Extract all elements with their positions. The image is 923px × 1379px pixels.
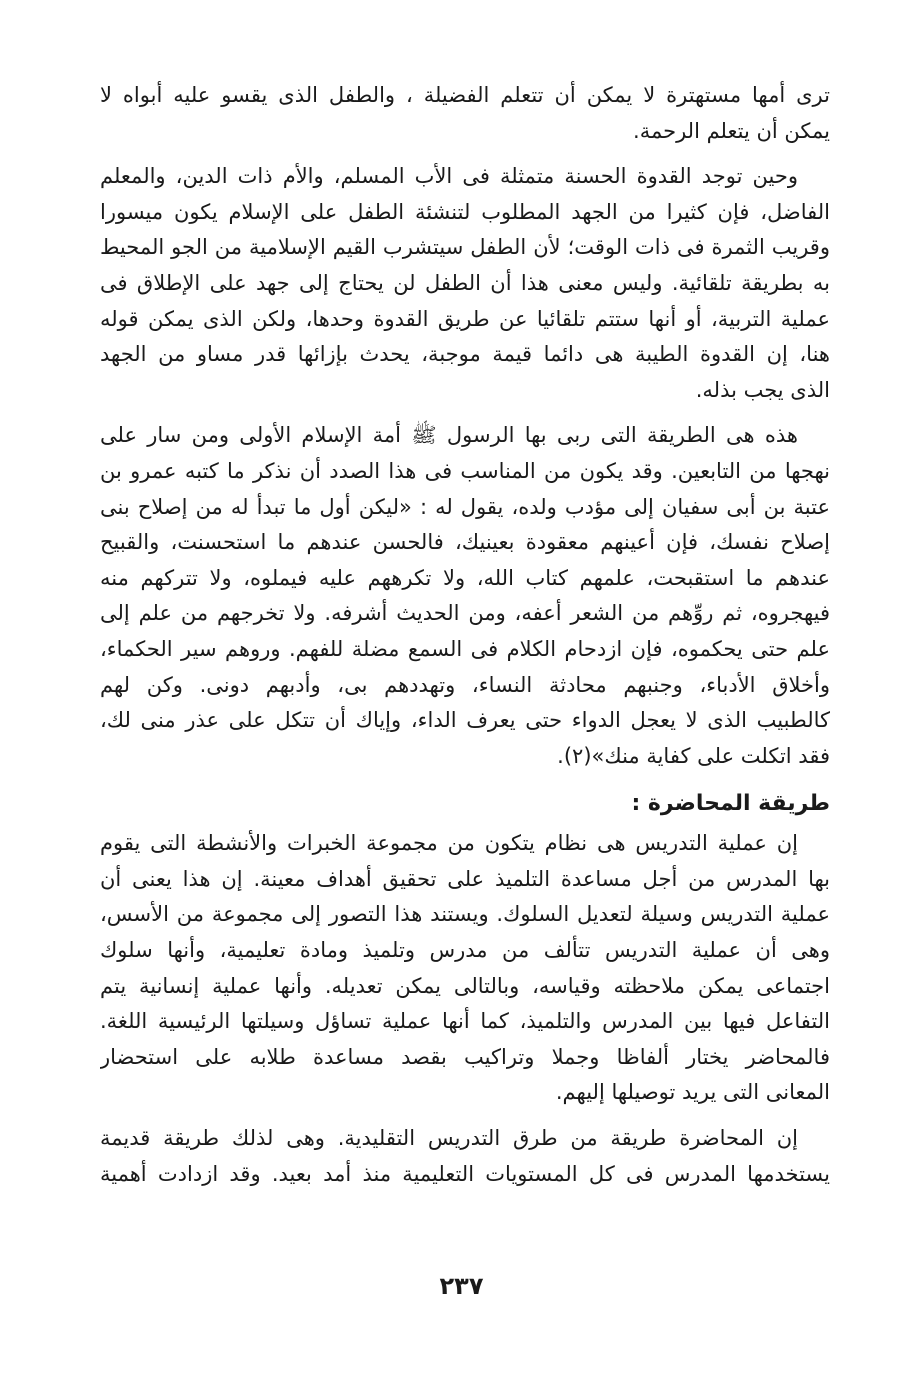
text-line: وحين توجد القدوة الحسنة متمثلة فى الأب المسلم، والأم ذات الدين، والمعلم: [100, 164, 798, 189]
text-line: فقد اتكلت على كفاية منك»(٢).: [557, 743, 830, 768]
text-line: يستخدمها المدرس فى كل المستويات التعليمية منذ أمد بعيد. وقد ازدادت أهمية: [100, 1161, 830, 1186]
section-heading: طريقة المحاضرة :: [631, 791, 830, 817]
text-line: عتبة بن أبى سفيان إلى مؤدب ولده، يقول له : «ليكن أول ما تبدأ له من إصلاح بنى: [100, 494, 830, 519]
text-line: نهجها من التابعين. وقد يكون من المناسب فى هذا الصدد أن نذكر ما كتبه عمرو بن: [100, 458, 830, 483]
text-line: عندهم ما استقبحت، علمهم كتاب الله، ولا تكرههم عليه فيملوه، ولا تتركهم منه: [100, 565, 830, 590]
text-line: المعانى التى يريد توصيلها إليهم.: [555, 1080, 830, 1105]
text-line: الذى يجب بذله.: [695, 377, 830, 402]
text-line: إن المحاضرة طريقة من طرق التدريس التقليدية. وهى لذلك طريقة قديمة: [100, 1126, 798, 1151]
text-line: يمكن أن يتعلم الرحمة.: [633, 118, 830, 143]
paragraph-1: [100, 78, 830, 149]
text-line: علم حتى يحكموه، فإن ازدحام الكلام فى السمع مضلة للفهم. وروهم سير الحكماء،: [100, 636, 830, 661]
text-line: وأخلاق الأدباء، وجنبهم محادثة النساء، وتهددهم بى، وأدبهم دونى. وكن لهم: [100, 672, 830, 697]
page-number: ٢٣٧: [439, 1272, 484, 1300]
text-line: ترى أمها مستهترة لا يمكن أن تتعلم الفضيلة ، والطفل الذى يقسو عليه أبواه لا: [100, 83, 830, 107]
paragraph-2: [100, 159, 830, 408]
text-line: وهى أن عملية التدريس تتألف من مدرس وتلميذ ومادة تعليمية، وأنها سلوك: [100, 938, 830, 963]
page-body: [100, 78, 830, 1318]
paragraph-4: [100, 826, 830, 1111]
paragraph-3: [100, 418, 830, 774]
text-line: إن عملية التدريس هى نظام يتكون من مجموعة الخبرات والأنشطة التى يقوم: [100, 831, 798, 856]
text-line: إصلاح نفسك، فإن أعينهم معقودة بعينيك، فالحسن عندهم ما استحسنت، والقبيح: [100, 530, 830, 555]
text-line: كالطبيب الذى لا يعجل الدواء حتى يعرف الداء، وإياك أن تتكل على عذر منى لك،: [100, 708, 830, 733]
text-line: وقريب الثمرة فى ذات الوقت؛ لأن الطفل سيتشرب القيم الإسلامية من الجو المحيط: [100, 235, 830, 260]
text-line: التفاعل فيها بين المدرس والتلميذ، كما أنها عملية تساؤل وسيلتها الرئيسية اللغة.: [100, 1009, 830, 1034]
paragraph-5: [100, 1121, 830, 1192]
text-line: اجتماعى يمكن ملاحظته وقياسه، وبالتالى يمكن تعديله. وأنها عملية إنسانية يتم: [100, 973, 830, 998]
text-line: هذه هى الطريقة التى ربى بها الرسول ﷺ أمة الإسلام الأولى ومن سار على: [100, 423, 798, 448]
text-line: فيهجروه، ثم روِّهم من الشعر أعفه، ومن الحديث أشرفه. ولا تخرجهم من علم إلى: [100, 601, 830, 626]
text-line: فالمحاضر يختار ألفاظا وجملا وتراكيب بقصد مساعدة طلابه على استحضار: [100, 1044, 830, 1069]
text-line: عملية التربية، أو أنها ستتم تلقائيا عن طريق القدوة وحدها، ولكن الذى يمكن قوله: [100, 306, 830, 331]
text-line: الفاضل، فإن كثيرا من الجهد المطلوب لتنشئة الطفل على الإسلام يكون ميسورا: [100, 199, 830, 224]
text-line: عملية التدريس وسيلة لتعديل السلوك. ويستند هذا التصور إلى مجموعة من الأسس،: [100, 902, 830, 927]
text-line: بها المدرس من أجل مساعدة التلميذ على تحقيق أهداف معينة. إن هذا يعنى أن: [100, 866, 830, 891]
text-line: هنا، إن القدوة الطيبة هى دائما قيمة موجبة، يحدث بإزائها قدر مساو من الجهد: [100, 342, 830, 367]
text-line: به بطريقة تلقائية. وليس معنى هذا أن الطفل لن يحتاج إلى جهد على الإطلاق فى: [100, 270, 830, 295]
